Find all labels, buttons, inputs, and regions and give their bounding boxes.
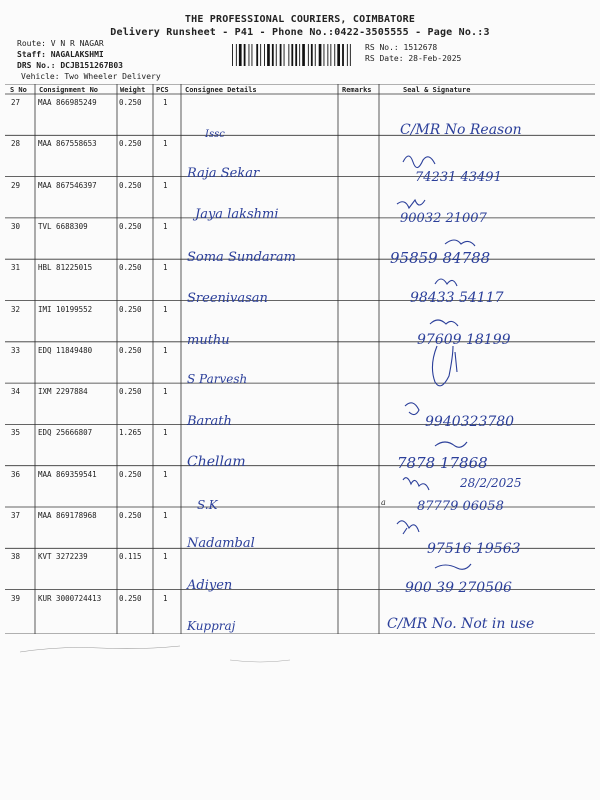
signature-32 — [435, 279, 457, 286]
hand-name-38: Adiyen — [187, 578, 233, 593]
row-pcs: 1 — [163, 98, 168, 107]
hand-note-36b: 87779 06058 — [417, 499, 504, 514]
row-sno: 33 — [11, 345, 21, 355]
col-remarks: Remarks — [342, 86, 372, 94]
row-weight: 0.250 — [119, 387, 142, 397]
barcode — [232, 44, 352, 66]
rs-number: RS No.: 1512678 — [365, 43, 438, 52]
hand-name-33: S Parvesh — [187, 372, 248, 386]
row-weight: 0.250 — [119, 139, 142, 149]
signature-scribbles — [5, 84, 595, 634]
row-sno: 34 — [11, 387, 21, 397]
hand-name-31: Sreenivasan — [187, 291, 268, 306]
signature-31 — [445, 240, 475, 246]
col-weight: Weight — [120, 86, 146, 94]
hand-name-30: Soma Sundaram — [187, 250, 296, 265]
row-consignment-no: MAA 867558653 — [38, 139, 97, 149]
signature-36 — [435, 442, 467, 447]
row-consignment-no: EDQ 11849480 — [38, 345, 93, 355]
row-pcs: 1 — [163, 221, 168, 231]
row-sno: 29 — [11, 180, 21, 190]
row-consignment-no: IMI 10199552 — [38, 304, 93, 314]
hand-note-38: 900 39 270506 — [405, 580, 512, 596]
row-weight: 0.250 — [119, 304, 142, 314]
row-pcs: 1 — [163, 387, 168, 397]
row-consignment-no: TVL 6688309 — [38, 221, 88, 231]
signature-35 — [405, 403, 419, 415]
signature-30 — [397, 200, 425, 208]
row-pcs: 1 — [163, 593, 168, 603]
row-sno: 35 — [11, 428, 21, 438]
row-weight: 0.250 — [119, 221, 142, 231]
row-pcs: 1 — [163, 139, 168, 149]
row-consignment-no: HBL 81225015 — [38, 263, 93, 273]
row-sno: 30 — [11, 221, 21, 231]
hand-name-27: Issc — [205, 129, 225, 140]
row-pcs: 1 — [163, 180, 168, 190]
hand-note-28: 74231 43491 — [415, 170, 502, 185]
row-weight: 0.250 — [119, 511, 142, 520]
company-title: THE PROFESSIONAL COURIERS, COIMBATORE — [184, 14, 416, 25]
row-pcs: 1 — [163, 552, 168, 562]
row-consignment-no: MAA 866985249 — [38, 98, 97, 107]
row-sno: 27 — [11, 98, 21, 107]
hand-name-37: Nadambal — [187, 536, 255, 551]
hand-name-35: Chellam — [187, 454, 246, 470]
col-sno: S No — [10, 86, 27, 94]
route-label: Route: V N R NAGAR — [17, 39, 104, 48]
staff-label: Staff: NAGALAKSHMI — [17, 50, 104, 59]
hand-name-32: muthu — [187, 333, 230, 348]
row-sno: 38 — [11, 552, 21, 562]
col-consignment: Consignment No — [39, 86, 99, 94]
hand-name-39: Kuppraj — [187, 619, 236, 633]
row-weight: 0.115 — [119, 552, 142, 562]
runsheet-table — [5, 84, 595, 634]
hand-note-34: 9940323780 — [425, 414, 515, 430]
hand-note-30: 95859 84788 — [390, 249, 491, 267]
col-pcs: PCS — [156, 86, 169, 94]
signature-38 — [397, 521, 419, 534]
hand-name-28: Raja Sekar — [187, 166, 260, 181]
row-weight: 0.250 — [119, 180, 142, 190]
hand-note-39: C/MR No. Not in use — [387, 616, 535, 632]
row-pcs: 1 — [163, 345, 168, 355]
row-consignment-no: KVT 3272239 — [38, 552, 88, 562]
row-sno: 37 — [11, 511, 21, 520]
hand-note-29: 90032 21007 — [400, 211, 487, 226]
row-pcs: 1 — [163, 428, 168, 438]
row-consignment-no: KUR 3000724413 — [38, 593, 102, 603]
row-weight: 0.250 — [119, 593, 142, 603]
hand-note-35: 7878 17868 — [397, 454, 488, 472]
hand-note-37: 97516 19563 — [427, 541, 521, 557]
row-sno: 28 — [11, 139, 21, 149]
remark-mark: a — [381, 498, 386, 507]
drs-label: DRS No.: DCJB151267B03 — [17, 61, 123, 70]
signature-29 — [403, 156, 435, 168]
hand-name-36: S.K — [197, 498, 218, 512]
row-pcs: 1 — [163, 304, 168, 314]
row-pcs: 1 — [163, 469, 168, 479]
col-seal: Seal & Signature — [403, 86, 471, 94]
signature-34 — [432, 346, 457, 386]
row-sno: 32 — [11, 304, 21, 314]
row-weight: 0.250 — [119, 469, 142, 479]
signature-33 — [430, 320, 458, 326]
row-consignment-no: IXM 2297884 — [38, 387, 88, 397]
row-weight: 0.250 — [119, 263, 142, 273]
row-sno: 36 — [11, 469, 21, 479]
vehicle-label: Vehicle: Two Wheeler Delivery — [21, 72, 161, 81]
row-consignment-no: MAA 869359541 — [38, 469, 97, 479]
rs-date: RS Date: 28-Feb-2025 — [365, 54, 462, 63]
row-sno: 31 — [11, 263, 21, 273]
row-sno: 39 — [11, 593, 21, 603]
signature-37 — [403, 478, 429, 490]
hand-note-27: C/MR No Reason — [400, 122, 522, 138]
row-weight: 0.250 — [119, 98, 142, 107]
row-consignment-no: MAA 867546397 — [38, 180, 97, 190]
row-weight: 1.265 — [119, 428, 142, 438]
col-consignee: Consignee Details — [185, 86, 257, 94]
signature-39 — [435, 564, 471, 569]
hand-note-36a: 28/2/2025 — [460, 476, 522, 490]
hand-name-34: Barath — [187, 414, 232, 429]
row-consignment-no: MAA 869178968 — [38, 511, 97, 520]
hand-note-31: 98433 54117 — [410, 290, 504, 306]
runsheet-subtitle: Delivery Runsheet - P41 - Phone No.:0422-3505555 - Page No.:3 — [110, 27, 490, 38]
row-consignment-no: EDQ 25666807 — [38, 428, 93, 438]
row-pcs: 1 — [163, 263, 168, 273]
hand-name-29: Jaya lakshmi — [195, 207, 279, 222]
hand-note-32: 97609 18199 — [417, 332, 511, 348]
row-weight: 0.250 — [119, 345, 142, 355]
row-pcs: 1 — [163, 511, 168, 520]
